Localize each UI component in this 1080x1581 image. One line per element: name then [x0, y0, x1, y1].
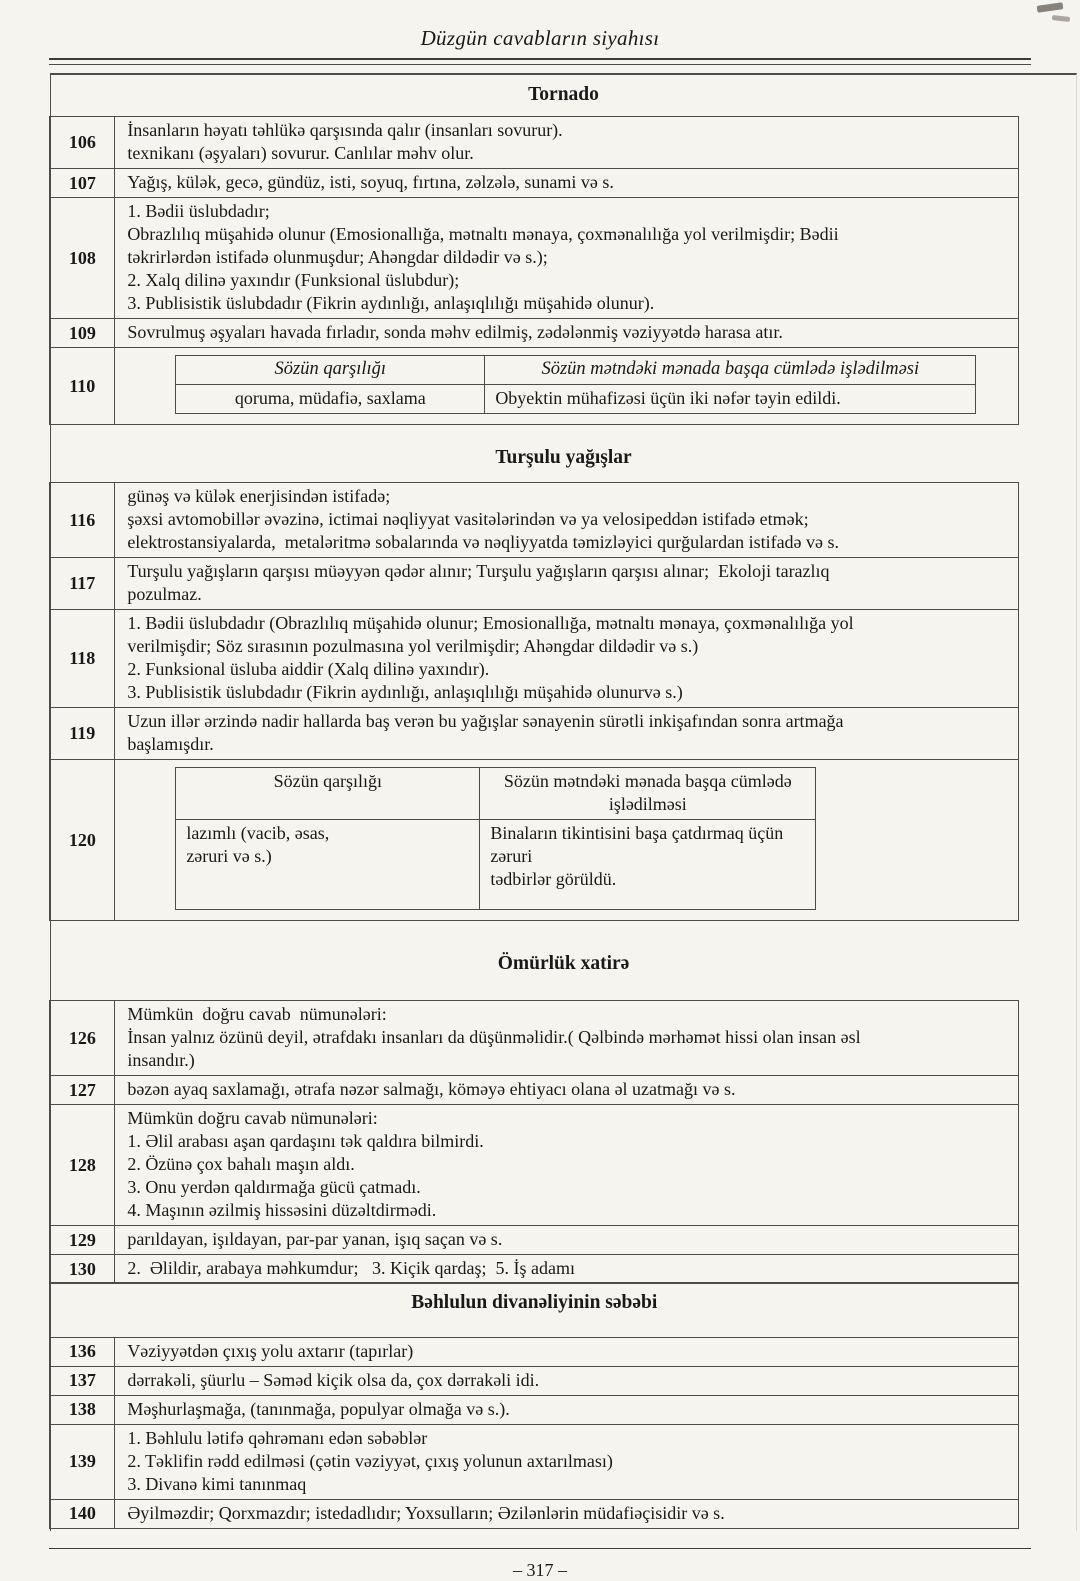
answer-line: tədbirlər görüldü. — [490, 869, 617, 889]
title-double-rule — [49, 58, 1031, 65]
answer-line: Uzun illər ərzində nadir hallarda baş verən bu yağışlar sənayenin sürətli inkişafından sonra artmağa — [127, 711, 844, 731]
answer-line: verilmişdir; Söz sırasının pozulmasına yol verilmişdir; Ahəngdar dildədir və s.) — [127, 636, 699, 656]
answer-line: insandır.) — [127, 1050, 195, 1070]
answer-line: Obrazlılıq müşahidə olunur (Emosionallığa, mətnaltı mənaya, çoxmənalılığa yol verilmişdir; Bədii — [127, 224, 839, 244]
table-row — [50, 610, 1019, 708]
row-answer-cell — [115, 1076, 1019, 1105]
row-answer-cell — [115, 169, 1019, 198]
row-answer-cell — [115, 558, 1019, 610]
answer-line: Obyektin mühafizəsi üçün iki nəfər təyin edildi. — [495, 388, 841, 408]
subtable-header-cell: Sözün qarşılığı — [176, 356, 485, 385]
table-row — [50, 1366, 1019, 1395]
answer-line: başlamışdır. — [127, 734, 214, 754]
row-number: 139 — [50, 1424, 115, 1499]
answer-line: 1. Bədii üslubdadır (Obrazlılıq müşahidə olunur; Emosionallığa, mətnaltı mənaya, çoxmənalılığa yol — [127, 613, 854, 633]
row-answer-cell — [115, 117, 1019, 169]
row-number: 108 — [50, 198, 115, 319]
answer-line: 2. Özünə çox bahalı maşın aldı. — [127, 1154, 355, 1174]
answer-line: Yağış, külək, gecə, gündüz, isti, soyuq, fırtına, zəlzələ, sunami və s. — [127, 172, 614, 192]
table-row — [50, 117, 1019, 169]
answer-line: şəxsi avtomobillər əvəzinə, ictimai nəqliyyat vasitələrindən və ya velosipeddən istifadə etmək; — [127, 509, 809, 529]
answers-table — [49, 116, 1019, 425]
row-answer-cell — [115, 198, 1019, 319]
row-answer-cell — [115, 483, 1019, 558]
row-answer-cell — [115, 708, 1019, 760]
row-answer-cell — [115, 1395, 1019, 1424]
row-number: 109 — [50, 319, 115, 348]
row-number: 110 — [50, 348, 115, 425]
row-answer-cell — [115, 348, 1019, 425]
table-row — [50, 1499, 1019, 1528]
table-row — [50, 708, 1019, 760]
subtable-data-cell — [176, 820, 480, 910]
row-answer-cell — [115, 1424, 1019, 1499]
answer-line: Mümkün doğru cavab nümunələri: — [127, 1004, 387, 1024]
table-row — [50, 1424, 1019, 1499]
answer-line: Əyilməzdir; Qorxmazdır; istedadlıdır; Yoxsulların; Əzilənlərin müdafiəçisidir və s. — [127, 1502, 725, 1523]
row-answer-cell — [115, 1001, 1019, 1076]
answer-line: Turşulu yağışların qarşısı müəyyən qədər alınır; Turşulu yağışların qarşısı alınar; Ekoloji tarazlıq — [127, 561, 830, 581]
answer-line: bəzən ayaq saxlamağı, ətrafa nəzər salmağı, köməyə ehtiyacı olana əl uzatmağı və s. — [127, 1079, 736, 1099]
table-row — [50, 1226, 1019, 1255]
row-answer-cell — [115, 1337, 1019, 1366]
table-row — [50, 319, 1019, 348]
answer-line: 1. Bədii üslubdadır; — [127, 201, 270, 221]
table-row — [50, 348, 1019, 425]
row-number: 120 — [50, 760, 115, 921]
row-number: 130 — [50, 1255, 115, 1284]
answer-line: qoruma, müdafiə, saxlama — [234, 388, 426, 408]
table-row — [50, 483, 1019, 558]
table-row — [50, 1001, 1019, 1076]
answer-line: elektrostansiyalarda, metaləritmə sobalarında və nəqliyyatda təmizləyici qurğulardan istifadə və s. — [127, 532, 840, 552]
section-title: Turşulu yağışlar — [495, 447, 632, 468]
answer-line: Mümkün doğru cavab nümunələri: — [127, 1108, 378, 1128]
row-number: 136 — [50, 1337, 115, 1366]
word-usage-subtable — [175, 355, 976, 414]
row-number: 117 — [50, 558, 115, 610]
answer-line: parıldayan, işıldayan, par-par yanan, işıq saçan və s. — [127, 1229, 503, 1249]
subtable-header-row — [176, 768, 816, 820]
table-row — [50, 1255, 1019, 1284]
row-number: 116 — [50, 483, 115, 558]
row-number: 118 — [50, 610, 115, 708]
row-answer-cell — [115, 610, 1019, 708]
row-answer-cell — [115, 1499, 1019, 1528]
answer-line: təkrirlərdən istifadə olunmuşdur; Ahəngdar dildədir və s.); — [127, 247, 548, 267]
answer-line: 3. Publisistik üslubdadır (Fikrin aydınlığı, anlaşıqlılığı müşahidə olunur). — [127, 293, 655, 313]
answer-line: Məşhurlaşmağa, (tanınmağa, populyar olmağa və s.). — [127, 1398, 510, 1419]
section-title: Bəhlulun divanəliyinin səbəbi — [49, 1282, 1019, 1338]
row-number: 128 — [50, 1105, 115, 1226]
table-row — [50, 169, 1019, 198]
answer-line: 2. Funksional üsluba aiddir (Xalq dilinə yaxındır). — [127, 659, 490, 679]
row-number: 126 — [50, 1001, 115, 1076]
answers-table — [49, 1000, 1019, 1284]
row-number: 107 — [50, 169, 115, 198]
answer-line: 3. Onu yerdən qaldırmağa gücü çatmadı. — [127, 1177, 421, 1197]
answer-line: 2. Əlildir, arabaya məhkumdur; 3. Kiçik qardaş; 5. İş adamı — [127, 1258, 575, 1278]
subtable-data-row — [176, 820, 816, 910]
row-number: 137 — [50, 1366, 115, 1395]
table-row — [50, 760, 1019, 921]
row-answer-cell — [115, 1366, 1019, 1395]
row-number: 119 — [50, 708, 115, 760]
row-answer-cell — [115, 1226, 1019, 1255]
subtable-data-row — [176, 385, 976, 414]
answer-line: İnsan yalnız özünü deyil, ətrafdakı insanları da düşünməlidir.( Qəlbində mərhəmət hissi olan insan əsl — [127, 1027, 861, 1047]
answer-line: dərrakəli, şüurlu – Səməd kiçik olsa da, çox dərrakəli idi. — [127, 1369, 540, 1390]
answer-line: zəruri və s.) — [186, 846, 272, 866]
subtable-header-cell: Sözün mətndəki mənada başqa cümlədə işlədilməsi — [480, 768, 816, 820]
subtable-header-cell: Sözün qarşılığı — [176, 768, 480, 820]
answer-line: İnsanların həyatı təhlükə qarşısında qalır (insanları sovurur). — [127, 120, 563, 140]
answer-line: 4. Maşının əzilmiş hissəsini düzəltdirmədi. — [127, 1200, 437, 1220]
row-answer-cell — [115, 1255, 1019, 1284]
answers-table — [49, 1337, 1019, 1529]
subtable-data-cell — [480, 820, 816, 910]
row-number: 106 — [50, 117, 115, 169]
section-title: Tornado — [528, 84, 599, 105]
answer-line: 2. Xalq dilinə yaxındır (Funksional üslubdur); — [127, 270, 460, 290]
content-frame — [50, 73, 1077, 1531]
row-answer-cell — [115, 319, 1019, 348]
answer-line: 2. Təklifin rədd edilməsi (çətin vəziyyət, çıxış yolunun axtarılması) — [127, 1450, 613, 1471]
row-answer-cell — [115, 1105, 1019, 1226]
section-title: Ömürlük xatirə — [497, 953, 630, 974]
footer-rule — [49, 1548, 1031, 1549]
row-number: 140 — [50, 1499, 115, 1528]
word-usage-subtable — [175, 767, 816, 910]
row-number: 138 — [50, 1395, 115, 1424]
table-row — [50, 1337, 1019, 1366]
answer-line: günəş və külək enerjisindən istifadə; — [127, 486, 391, 506]
row-answer-cell — [115, 760, 1019, 921]
answer-line: Sovrulmuş əşyaları havada fırladır, sonda məhv edilmiş, zədələnmiş vəziyyətdə harasa atır. — [127, 322, 783, 342]
table-row — [50, 1076, 1019, 1105]
row-number: 129 — [50, 1226, 115, 1255]
answer-line: pozulmaz. — [127, 584, 202, 604]
answer-line: 1. Əlil arabası aşan qardaşını tək qaldıra bilmirdi. — [127, 1131, 484, 1151]
table-row — [50, 198, 1019, 319]
answer-line: lazımlı (vacib, əsas, — [186, 823, 330, 843]
subtable-header-cell: Sözün mətndəki mənada başqa cümlədə işlədilməsi — [485, 356, 976, 385]
subtable-data-cell — [485, 385, 976, 414]
table-row — [50, 1105, 1019, 1226]
row-number: 127 — [50, 1076, 115, 1105]
subtable-data-cell — [176, 385, 485, 414]
answers-table — [49, 482, 1019, 921]
table-row — [50, 558, 1019, 610]
answer-line: 3. Divanə kimi tanınmaq — [127, 1473, 307, 1494]
answer-line: Vəziyyətdən çıxış yolu axtarır (tapırlar) — [127, 1340, 414, 1361]
answer-line: Binaların tikintisini başa çatdırmaq üçün zəruri — [490, 823, 788, 866]
page-title: Düzgün cavabların siyahısı — [420, 26, 660, 50]
subtable-header-row — [176, 356, 976, 385]
table-row — [50, 1395, 1019, 1424]
answer-line: texnikanı (əşyaları) sovurur. Canlılar məhv olur. — [127, 143, 474, 163]
page-number: – 317 – — [513, 1559, 567, 1580]
answer-line: 3. Publisistik üslubdadır (Fikrin aydınlığı, anlaşıqlılığı müşahidə olunurvə s.) — [127, 682, 683, 702]
answer-line: 1. Bəhlulu lətifə qəhrəmanı edən səbəblər — [127, 1427, 428, 1448]
